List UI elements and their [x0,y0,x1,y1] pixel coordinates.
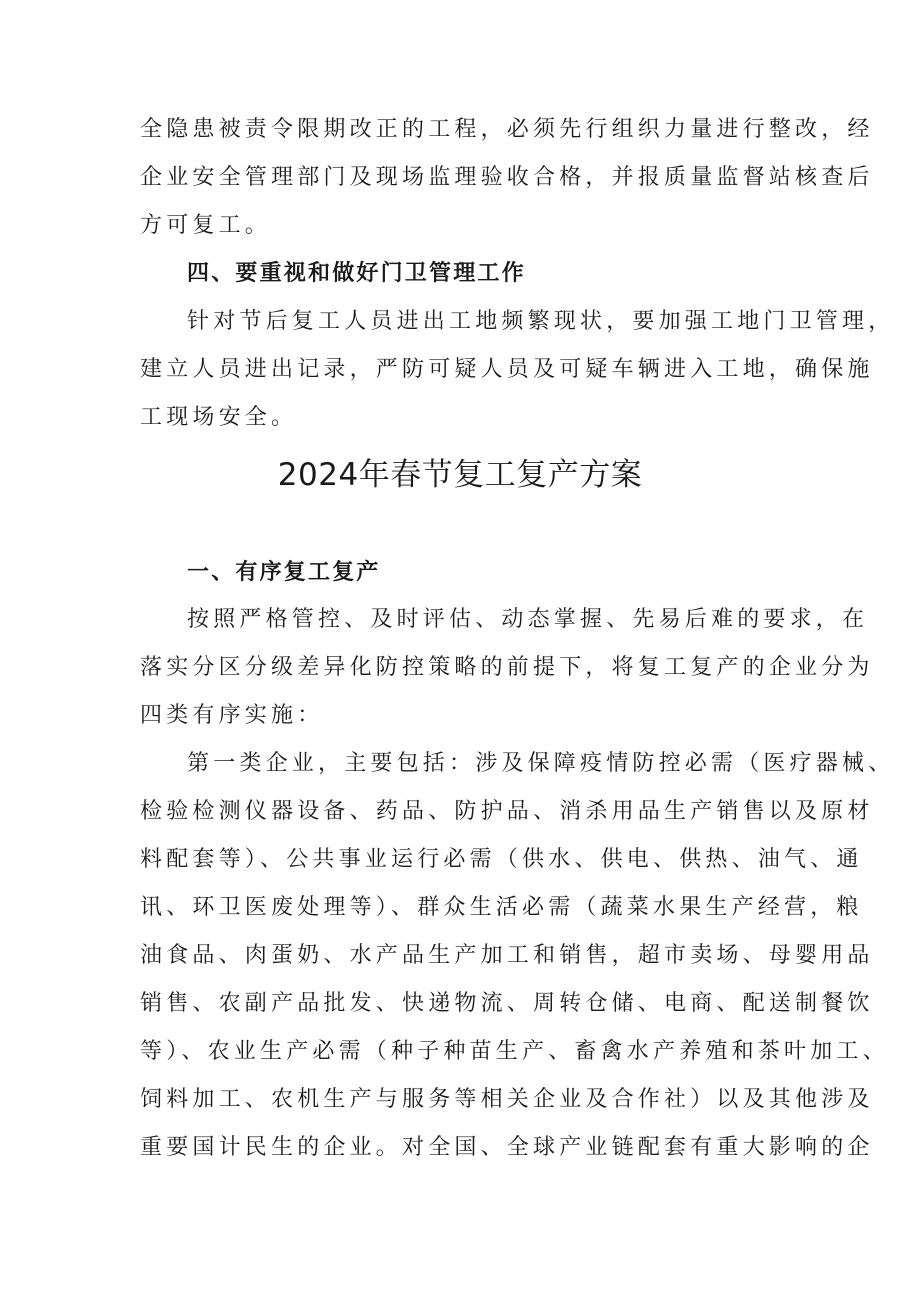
paragraph-line: 料配套等）、公共事业运行必需（供水、供电、供热、油气、通 [140,847,863,872]
section-heading-4: 四、要重视和做好门卫管理工作 [187,261,526,286]
paragraph-line: 针对节后复工人员进出工地频繁现状，要加强工地门卫管理， [187,309,895,334]
paragraph-line: 第一类企业，主要包括：涉及保障疫情防控必需（医疗器械、 [187,751,895,776]
section-heading-1: 一、有序复工复产 [187,560,381,585]
paragraph-line: 讯、环卫医废处理等）、群众生活必需（蔬菜水果生产经营，粮 [140,895,863,920]
paragraph-line: 饲料加工、农机生产与服务等相关企业及合作社）以及其他涉及 [140,1087,874,1112]
paragraph-line: 按照严格管控、及时评估、动态掌握、先易后难的要求，在 [187,607,869,632]
paragraph-line: 工现场安全。 [140,405,298,430]
paragraph-line: 销售、农副产品批发、快递物流、周转仓储、电商、配送制餐饮 [140,991,874,1016]
paragraph-line: 检验检测仪器设备、药品、防护品、消杀用品生产销售以及原材 [140,799,874,824]
document-title: 2024年春节复工复产方案 [277,457,643,493]
paragraph-line: 全隐患被责令限期改正的工程，必须先行组织力量进行整改，经 [140,117,874,142]
paragraph-line: 四类有序实施： [140,703,324,728]
paragraph-line: 油食品、肉蛋奶、水产品生产加工和销售，超市卖场、母婴用品 [140,943,874,968]
paragraph-line: 企业安全管理部门及现场监理验收合格，并报质量监督站核查后 [140,165,874,190]
paragraph-line: 建立人员进出记录，严防可疑人员及可疑车辆进入工地，确保施 [140,357,874,382]
paragraph-line: 方可复工。 [140,213,272,238]
paragraph-line: 等）、农业生产必需（种子种苗生产、畜禽水产养殖和茶叶加工、 [140,1039,889,1064]
paragraph-line: 重要国计民生的企业。对全国、全球产业链配套有重大影响的企 [140,1135,874,1160]
paragraph-line: 落实分区分级差异化防控策略的前提下，将复工复产的企业分为 [140,655,874,680]
